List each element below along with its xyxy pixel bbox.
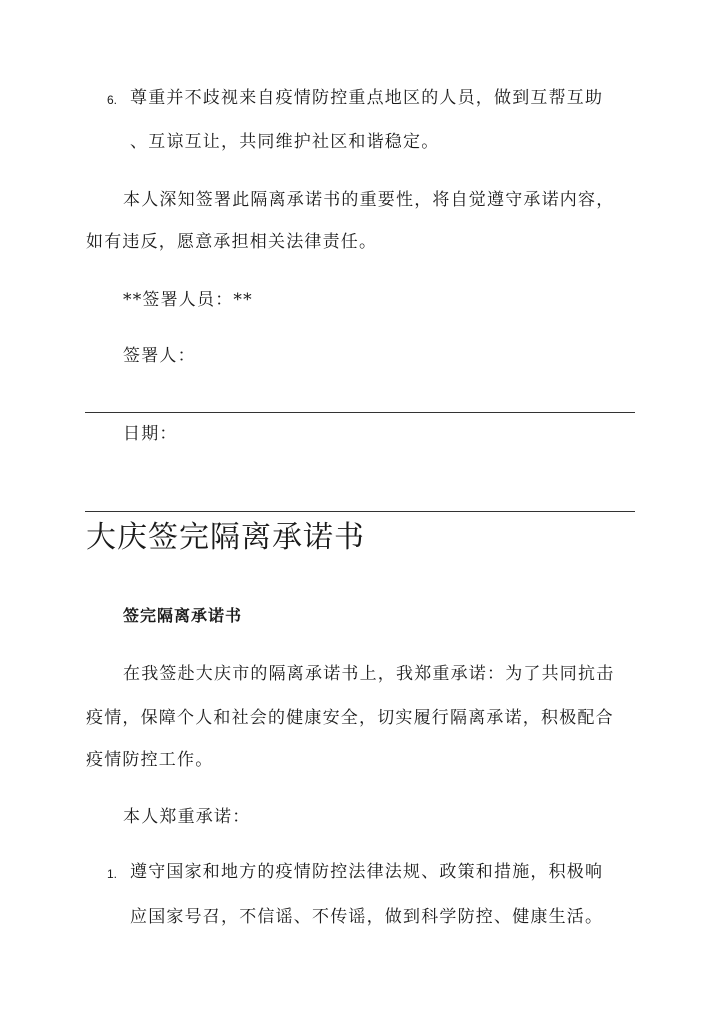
intro-line-3: 疫情防控工作。 bbox=[86, 750, 214, 770]
section-subtitle: 签完隔离承诺书 bbox=[123, 606, 243, 625]
closing-paragraph-line-1: 本人深知签署此隔离承诺书的重要性，将自觉遵守承诺内容， bbox=[123, 190, 615, 210]
signing-person-label: **签署人员：** bbox=[123, 290, 253, 310]
list-item-6-line-2: 、互谅互让，共同维护社区和谐稳定。 bbox=[130, 132, 440, 152]
date-label: 日期： bbox=[123, 424, 178, 444]
list-item-6-line-1: 尊重并不歧视来自疫情防控重点地区的人员，做到互帮互助 bbox=[130, 88, 604, 108]
intro-line-1: 在我签赴大庆市的隔离承诺书上，我郑重承诺：为了共同抗击 bbox=[123, 664, 615, 684]
section-title: 大庆签完隔离承诺书 bbox=[86, 520, 365, 555]
list-number: 6. bbox=[107, 93, 118, 107]
list-item-1-line-2: 应国家号召，不信谣、不传谣，做到科学防控、健康生活。 bbox=[130, 907, 604, 927]
list-item-1-line-1: 遵守国家和地方的疫情防控法律法规、政策和措施，积极响 bbox=[130, 862, 604, 882]
closing-paragraph-line-2: 如有违反，愿意承担相关法律责任。 bbox=[86, 232, 378, 252]
intro-line-2: 疫情，保障个人和社会的健康安全，切实履行隔离承诺，积极配合 bbox=[86, 708, 614, 728]
divider bbox=[85, 412, 635, 413]
section-divider bbox=[85, 511, 635, 512]
list-number: 1. bbox=[107, 867, 118, 881]
pledge-label: 本人郑重承诺： bbox=[123, 807, 251, 827]
signer-label: 签署人： bbox=[123, 346, 196, 366]
